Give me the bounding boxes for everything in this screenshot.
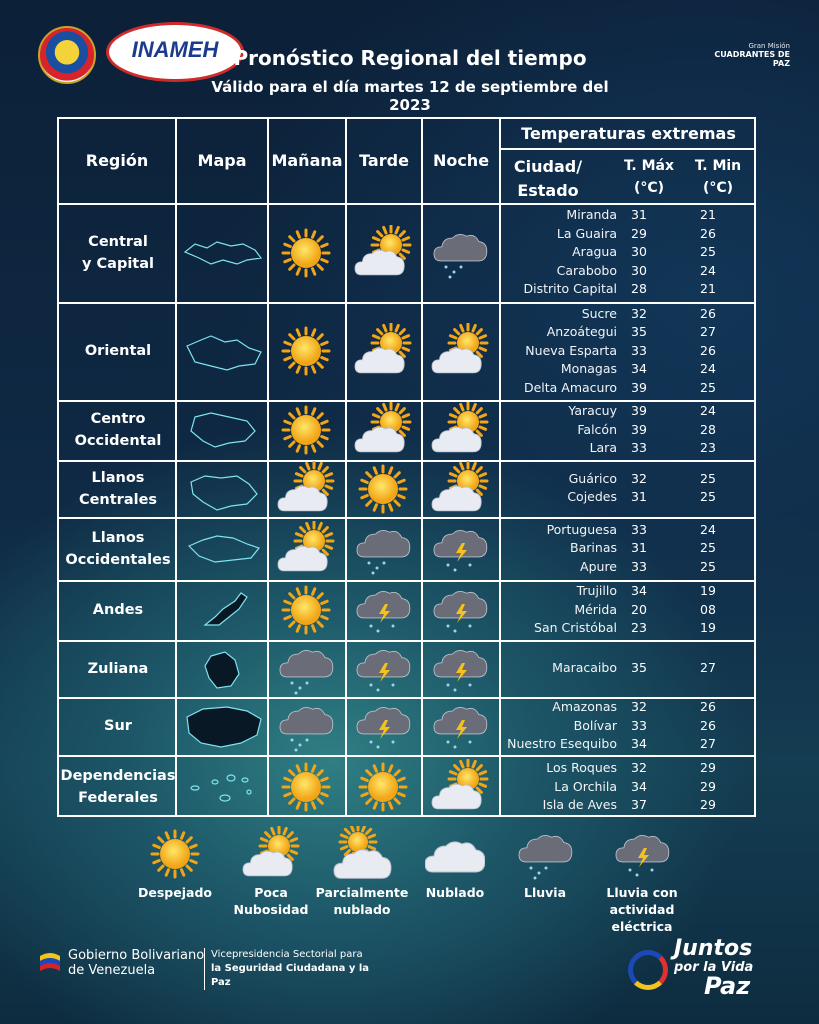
sun-icon	[276, 759, 336, 815]
storm-icon	[430, 521, 490, 577]
city-name: Amazonas	[552, 699, 617, 715]
city-row	[501, 402, 716, 421]
city-name: Nuestro Esequibo	[507, 736, 617, 752]
city-name: Cojedes	[567, 489, 617, 505]
grid-line	[499, 148, 754, 150]
city-row	[501, 796, 716, 815]
tmin-value: 27	[700, 660, 716, 676]
sun-icon	[145, 826, 205, 882]
legend-item	[490, 826, 600, 901]
sun-icon	[276, 225, 336, 281]
header-tarde: Tarde	[359, 151, 409, 170]
tmax-value: 33	[631, 558, 647, 574]
city-name: Maracaibo	[552, 660, 617, 676]
region-name: Llanos Centrales	[78, 469, 158, 508]
city-row	[501, 360, 716, 379]
tmax-value: 33	[631, 440, 647, 456]
grid-line	[345, 119, 347, 815]
sun-icon	[353, 461, 413, 517]
storm-icon	[353, 582, 413, 638]
partly-cloudy-icon	[276, 461, 336, 517]
region-name: Oriental	[84, 343, 152, 359]
tmin-value: 08	[700, 601, 716, 617]
header-mapa: Mapa	[197, 151, 247, 170]
city-row	[501, 280, 716, 299]
tmin-value: 24	[700, 403, 716, 419]
tmax-value: 33	[631, 342, 647, 358]
tmin-value: 24	[700, 521, 716, 537]
partly-cloudy-icon	[430, 323, 490, 379]
region-name: Zuliana	[87, 660, 149, 677]
rain-icon	[430, 225, 490, 281]
city-row	[501, 759, 716, 778]
tmax-value: 32	[631, 305, 647, 321]
tmax-value: 34	[631, 778, 647, 794]
tmin-value: 28	[700, 421, 716, 437]
sun-icon	[353, 759, 413, 815]
city-row	[501, 470, 716, 489]
page-subtitle: Válido para el día martes 12 de septiembre del 2023	[211, 78, 609, 114]
tmax-value: 39	[631, 379, 647, 395]
city-temperature-list	[501, 305, 716, 398]
tmin-value: 21	[700, 207, 716, 222]
city-row	[501, 778, 716, 797]
tmax-value: 31	[631, 540, 647, 556]
rain-icon	[353, 521, 413, 577]
city-row	[501, 488, 716, 507]
tmin-value: 25	[700, 540, 716, 556]
partly-cloudy-icon	[241, 826, 301, 882]
city-row	[501, 558, 716, 577]
tmin-value: 25	[700, 379, 716, 395]
tmin-value: 26	[700, 225, 716, 241]
legend-label: Nublado	[425, 885, 485, 900]
tmin-value: 26	[700, 699, 716, 715]
partly-cloudy-icon	[430, 402, 490, 458]
header-tmin: T. Min (°C)	[694, 158, 742, 196]
tmax-value: 33	[631, 717, 647, 733]
city-name: Mérida	[574, 601, 617, 617]
city-row	[501, 243, 716, 262]
partly-cloudy-icon	[430, 461, 490, 517]
region-map-icon	[181, 587, 265, 633]
city-name: Falcón	[577, 421, 617, 437]
city-name: Distrito Capital	[523, 281, 617, 297]
storm-icon	[353, 641, 413, 697]
tmin-value: 25	[700, 244, 716, 260]
gmcp-line2: CUADRANTES DE PAZ	[714, 50, 790, 68]
tmin-value: 25	[700, 470, 716, 486]
tmin-value: 29	[700, 797, 716, 813]
region-name: Llanos Occidentales	[65, 529, 171, 568]
tmax-value: 34	[631, 736, 647, 752]
city-row	[501, 323, 716, 342]
region-name: Centro Occidental	[74, 411, 162, 449]
city-row	[501, 539, 716, 558]
partly-cloudy-2-icon	[332, 826, 392, 882]
tmax-value: 30	[631, 244, 647, 260]
tmin-value: 24	[700, 262, 716, 278]
city-row	[501, 305, 716, 324]
tmin-value: 25	[700, 558, 716, 574]
city-row	[501, 521, 716, 540]
tmax-value: 31	[631, 489, 647, 505]
juntos-ring-icon	[628, 950, 668, 990]
region-name: Andes	[92, 602, 144, 618]
city-row	[501, 262, 716, 281]
header-noche: Noche	[432, 151, 490, 170]
city-name: Bolívar	[573, 717, 617, 733]
region-map-icon	[181, 646, 265, 692]
city-name: Guárico	[568, 470, 617, 486]
city-row	[501, 659, 716, 678]
sun-icon	[276, 323, 336, 379]
tmin-value: 21	[700, 281, 716, 297]
city-row	[501, 439, 716, 458]
city-name: Aragua	[572, 244, 617, 260]
tmax-value: 32	[631, 470, 647, 486]
city-row	[501, 225, 716, 244]
legend-label: Parcialmente nublado	[315, 885, 409, 917]
city-row	[501, 379, 716, 398]
header-tmax: T. Máx (°C)	[623, 158, 675, 196]
tmax-value: 37	[631, 797, 647, 813]
city-name: Nueva Esparta	[525, 342, 617, 358]
tmax-value: 32	[631, 760, 647, 776]
tmin-value: 24	[700, 361, 716, 377]
region-map-icon	[181, 407, 265, 453]
legend-item	[120, 826, 230, 901]
rain-icon	[515, 826, 575, 882]
tmax-value: 20	[631, 601, 647, 617]
header-region: Región	[85, 151, 149, 170]
city-row	[501, 601, 716, 620]
tmax-value: 35	[631, 324, 647, 340]
tmax-value: 28	[631, 281, 647, 297]
city-name: La Guaira	[556, 225, 617, 241]
legend-label: Poca Nubosidad	[233, 885, 309, 917]
partly-cloudy-icon	[353, 323, 413, 379]
tmin-value: 27	[700, 736, 716, 752]
city-row	[501, 342, 716, 361]
tmax-value: 34	[631, 361, 647, 377]
grid-line	[421, 119, 423, 815]
legend-label: Lluvia	[523, 885, 567, 900]
tmax-value: 33	[631, 521, 647, 537]
city-name: Apure	[580, 558, 617, 574]
storm-icon	[353, 698, 413, 754]
header-manana: Mañana	[271, 151, 343, 170]
tmax-value: 31	[631, 207, 647, 222]
region-name: Sur	[104, 718, 132, 734]
tmax-value: 34	[631, 583, 647, 599]
city-name: Delta Amacuro	[523, 379, 617, 395]
city-temperature-list	[501, 206, 716, 299]
tmax-value: 39	[631, 421, 647, 437]
city-name: Sucre	[581, 305, 617, 321]
header-temperaturas: Temperaturas extremas	[521, 124, 736, 143]
gob-line2: de Venezuela	[68, 963, 156, 978]
region-map-icon	[181, 703, 265, 749]
gob-line1: Gobierno Bolivariano	[68, 948, 205, 963]
header-ciudad: Ciudad/ Estado	[513, 157, 583, 200]
city-temperature-list	[501, 582, 716, 638]
region-map-icon	[181, 526, 265, 572]
tmin-value: 19	[700, 583, 716, 599]
city-temperature-list	[501, 698, 716, 754]
city-name: Portuguesa	[546, 521, 617, 537]
region-map-icon	[181, 466, 265, 512]
inameh-logo: INAMEH	[106, 22, 244, 82]
sun-icon	[276, 582, 336, 638]
city-name: Anzoátegui	[546, 324, 617, 340]
city-name: San Cristóbal	[534, 620, 617, 636]
tmax-value: 35	[631, 660, 647, 676]
tmin-value: 29	[700, 778, 716, 794]
tmin-value: 26	[700, 342, 716, 358]
legend-item	[587, 826, 697, 935]
city-name: Isla de Aves	[542, 797, 617, 813]
tmin-value: 25	[700, 489, 716, 505]
partly-cloudy-icon	[430, 759, 490, 815]
city-name: Carabobo	[556, 262, 617, 278]
city-name: Yaracuy	[568, 403, 617, 419]
sun-icon	[276, 402, 336, 458]
tmax-value: 23	[631, 620, 647, 636]
gobierno-bolivariano-logo	[38, 948, 208, 978]
legend-label: Lluvia con actividad eléctrica	[606, 885, 678, 934]
partly-cloudy-icon	[276, 521, 336, 577]
region-map-icon	[181, 328, 265, 374]
city-row	[501, 735, 716, 754]
tmin-value: 19	[700, 620, 716, 636]
city-temperature-list	[501, 759, 716, 815]
tmin-value: 26	[700, 717, 716, 733]
region-map-icon	[181, 230, 265, 276]
city-row	[501, 698, 716, 717]
city-name: Monagas	[560, 361, 617, 377]
legend-label: Despejado	[138, 885, 212, 900]
city-row	[501, 619, 716, 638]
tmin-value: 26	[700, 305, 716, 321]
venezuela-flag-icon	[38, 950, 62, 976]
gmcp-line1: Gran Misión	[748, 42, 790, 50]
storm-icon	[430, 641, 490, 697]
grid-line	[267, 119, 269, 815]
city-name: Lara	[589, 440, 617, 456]
city-row	[501, 421, 716, 440]
rain-icon	[276, 698, 336, 754]
vicepresidencia-text: Vicepresidencia Sectorial para la Seguridad Ciudadana y la Paz	[204, 948, 391, 990]
storm-icon	[430, 698, 490, 754]
partly-cloudy-icon	[353, 225, 413, 281]
city-name: Barinas	[570, 540, 617, 556]
city-temperature-list	[501, 659, 716, 678]
tmin-value: 29	[700, 760, 716, 776]
tmax-value: 30	[631, 262, 647, 278]
city-name: Miranda	[566, 207, 617, 222]
city-temperature-list	[501, 521, 716, 577]
storm-icon	[612, 826, 672, 882]
region-name: Central y Capital	[82, 233, 154, 272]
region-name: Dependencias Federales	[60, 768, 176, 806]
city-temperature-list	[501, 470, 716, 507]
city-row	[501, 582, 716, 601]
cloudy-icon	[425, 826, 485, 882]
tmin-value: 23	[700, 440, 716, 456]
city-name: La Orchila	[554, 778, 617, 794]
city-temperature-list	[501, 402, 716, 458]
region-map-icon	[181, 764, 265, 810]
page-title: Pronóstico Regional del tiempo	[233, 46, 587, 70]
tmax-value: 32	[631, 699, 647, 715]
partly-cloudy-icon	[353, 402, 413, 458]
city-row	[501, 717, 716, 736]
tmax-value: 39	[631, 403, 647, 419]
tmax-value: 29	[631, 225, 647, 241]
city-name: Los Roques	[546, 760, 617, 776]
tmin-value: 27	[700, 324, 716, 340]
city-row	[501, 206, 716, 225]
rain-icon	[276, 641, 336, 697]
government-seal-logo	[38, 26, 96, 84]
storm-icon	[430, 582, 490, 638]
juntos-por-la-vida-logo: Juntos por la Vida Paz	[626, 936, 776, 1006]
cuadrantes-de-paz-logo	[700, 42, 790, 70]
forecast-table	[57, 117, 756, 817]
city-name: Trujillo	[576, 583, 617, 599]
